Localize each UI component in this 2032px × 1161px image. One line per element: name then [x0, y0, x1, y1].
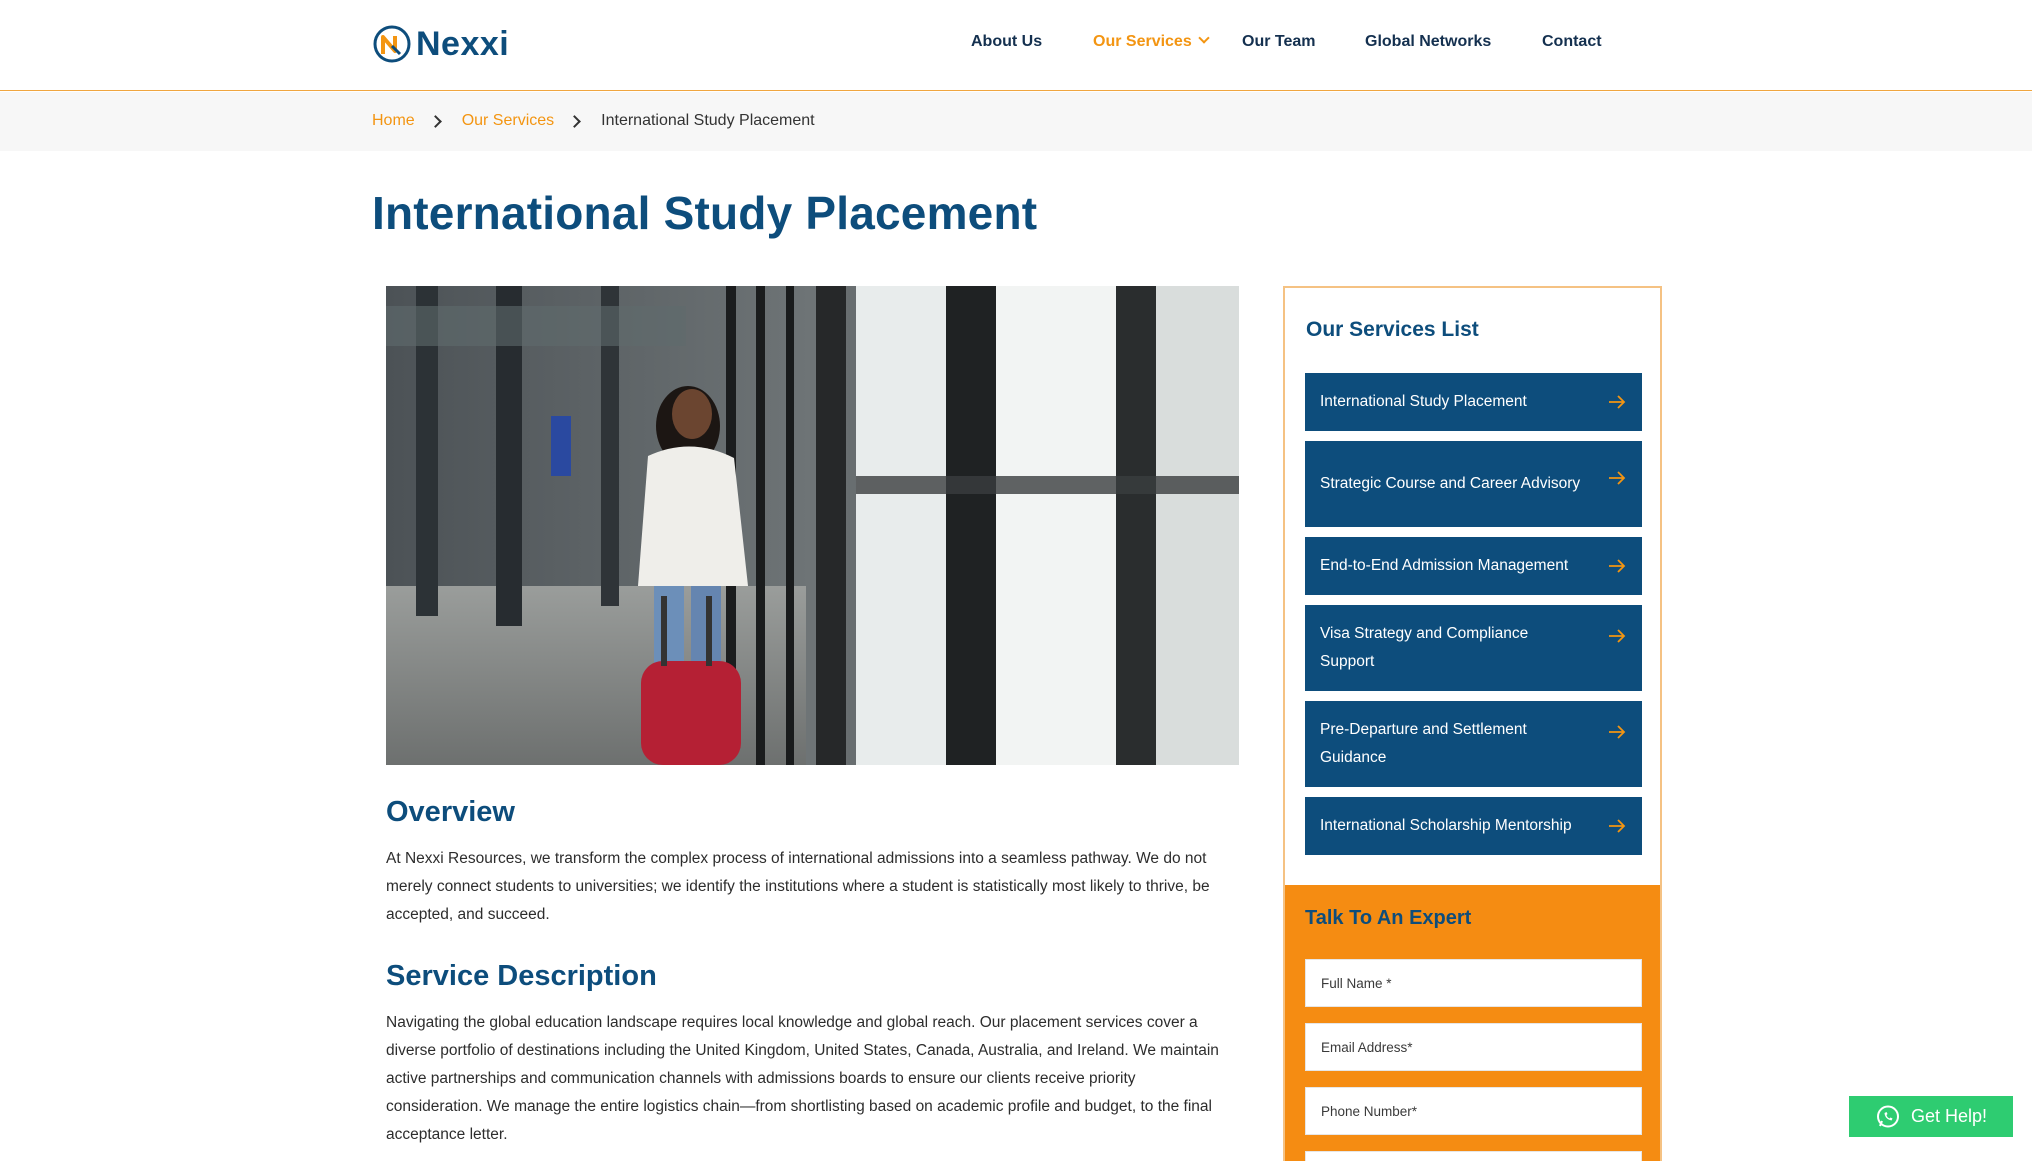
service-label: Visa Strategy and Compliance Support [1320, 625, 1529, 670]
site-header [0, 0, 2032, 91]
breadcrumb-home[interactable]: Home [372, 112, 415, 129]
nav-our-team[interactable]: Our Team [1242, 33, 1316, 50]
whatsapp-icon [1875, 1104, 1901, 1130]
service-link-visa-strategy-compliance[interactable] [1305, 605, 1642, 691]
nav-contact[interactable]: Contact [1542, 33, 1602, 50]
service-label: Pre-Departure and Settlement Guidance [1320, 721, 1527, 766]
email-field[interactable] [1305, 1023, 1642, 1071]
nav-our-services-label: Our Services [1093, 33, 1192, 50]
service-label: International Study Placement [1320, 393, 1527, 410]
service-link-end-to-end-admission-management[interactable] [1305, 537, 1642, 595]
nav-our-services[interactable] [1093, 33, 1208, 51]
talk-to-expert-title: Talk To An Expert [1305, 907, 1472, 929]
service-label: End-to-End Admission Management [1320, 557, 1569, 574]
nav-about-us[interactable]: About Us [971, 33, 1043, 50]
service-link-strategic-course-career-advisory[interactable] [1305, 441, 1642, 527]
overview-heading: Overview [386, 796, 515, 828]
service-label: International Scholarship Mentorship [1320, 817, 1572, 834]
service-description-heading: Service Description [386, 960, 657, 992]
chevron-right-icon [429, 115, 442, 128]
service-link-international-scholarship-mentorship[interactable] [1305, 797, 1642, 855]
full-name-field[interactable] [1305, 959, 1642, 1007]
services-sidebar [1283, 286, 1662, 1161]
services-list-title: Our Services List [1306, 318, 1479, 341]
breadcrumb [372, 112, 815, 130]
chevron-right-icon [568, 115, 581, 128]
page-title: International Study Placement [372, 187, 1038, 239]
arrow-right-icon [1608, 471, 1626, 485]
get-help-label: Get Help! [1910, 1106, 1988, 1126]
student-with-luggage-photo [386, 286, 1239, 765]
arrow-right-icon [1608, 559, 1626, 573]
nav-global-networks[interactable]: Global Networks [1365, 33, 1492, 50]
arrow-right-icon [1608, 819, 1626, 833]
get-help-button[interactable] [1849, 1096, 2013, 1137]
breadcrumb-current: International Study Placement [601, 112, 815, 129]
arrow-right-icon [1608, 725, 1626, 739]
chevron-down-icon [1198, 32, 1209, 43]
talk-to-expert-form [1285, 885, 1660, 1161]
breadcrumb-our-services[interactable]: Our Services [461, 112, 555, 129]
arrow-right-icon [1608, 629, 1626, 643]
brand-name: Nexxi [416, 24, 510, 63]
service-label: Strategic Course and Career Advisory [1320, 475, 1581, 492]
phone-field[interactable] [1305, 1087, 1642, 1135]
service-link-international-study-placement[interactable] [1305, 373, 1642, 431]
hero-image [386, 286, 1239, 765]
arrow-right-icon [1608, 395, 1626, 409]
brand-logo[interactable] [372, 24, 509, 64]
overview-text: At Nexxi Resources, we transform the complex process of international admissions into a seamless pathway. We do not merely connect students to universities; we identify the institutions where a student is statistically most likely to thrive, be accepted, and succeed. [386, 850, 1210, 923]
service-link-pre-departure-settlement[interactable] [1305, 701, 1642, 787]
breadcrumb-bar [0, 92, 2032, 151]
nexxi-logo-icon [372, 24, 412, 64]
next-form-field[interactable] [1305, 1151, 1642, 1161]
service-description-text: Navigating the global education landscape requires local knowledge and global reach. Our placement services cover a diverse portfolio of destinations including the United Kingdom, United States, Canada, Australia, and Ireland. We maintain active partnerships and communication channels with admissions boards to ensure our clients receive priority consideration. We manage the entire logistics chain—from shortlisting based on academic profile and budget, to the final acceptance letter. [386, 1014, 1219, 1143]
